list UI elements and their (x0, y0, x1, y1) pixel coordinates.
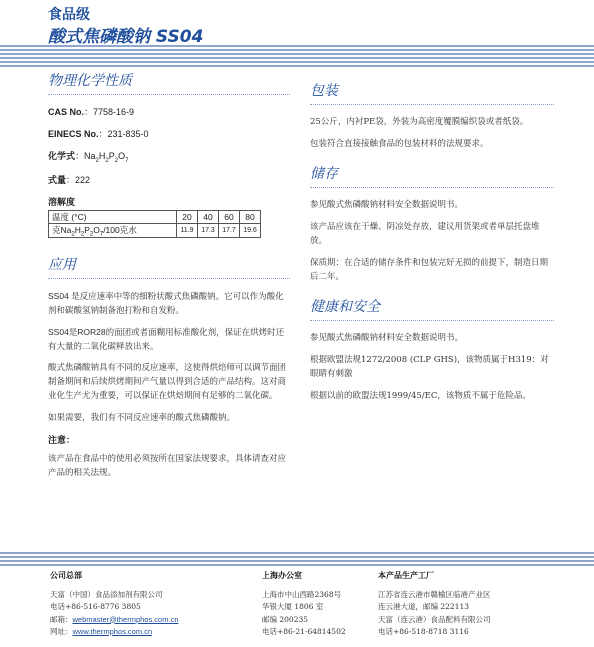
section-divider (48, 278, 290, 279)
section-divider (310, 320, 554, 321)
product-title: 酸式焦磷酸钠 SS04 (48, 27, 204, 47)
table-row (49, 223, 261, 238)
hq-line-1: 天富（中国）食品添加剂有限公司 (50, 589, 163, 599)
footer-factory (378, 570, 548, 639)
weight-row (48, 173, 290, 186)
storage-para-1: 参见酸式焦磷酸钠材料安全数据说明书。 (310, 200, 464, 210)
solubility-cell: 17.3 (198, 223, 219, 238)
application-para-4: 如果需要，我们有不同反应速率的酸式焦磷酸钠。 (48, 413, 236, 424)
cas-value: ：7758-16-9 (84, 107, 135, 117)
storage-para-3: 保质期：在合适的储存条件和包装完好无损的前提下，制造日期后二年。 (310, 258, 549, 282)
note-text: 该产品在食品中的使用必须按所在国家法规要求，具体请查对应产品的相关法规。 (48, 454, 287, 479)
solubility-title: 溶解度 (48, 196, 76, 207)
footer-rules (0, 552, 594, 566)
application-para-3: 酸式焦磷酸钠具有不同的反应速率，这使得烘焙师可以调节面团制备期间和后续烘烤期间产气量以得到合适的产品结构。这对商业化生产尤为重要，可以保证在烘焙期间有足够的二氧化碳。 (48, 363, 287, 402)
weight-value: ：222 (66, 174, 91, 185)
solubility-table (48, 210, 261, 239)
temp-label: 温度 (°C) (49, 210, 177, 223)
table-row (49, 210, 261, 223)
einecs-value: ：231-835-0 (98, 129, 149, 139)
solubility-title-row (48, 195, 290, 208)
formula-prefix: ：Na (75, 151, 96, 161)
einecs-row (48, 127, 290, 140)
safety-para-2: 根据欧盟法规1272/2008 (CLP GHS)，该物质属于H319：对眼睛有刺激 (310, 355, 549, 379)
temp-cell: 60 (219, 210, 240, 223)
header-rules (0, 45, 594, 67)
safety-para-1: 参见酸式焦磷酸钠材料安全数据说明书。 (310, 333, 464, 343)
hq-email-link[interactable]: webmaster@thermphos.com.cn (72, 614, 179, 624)
hq-email-label: 邮箱： (50, 614, 73, 624)
storage-title: 储存 (310, 166, 338, 182)
physchem-title: 物理化学性质 (48, 73, 132, 89)
section-divider (310, 104, 554, 105)
hq-line-2: 电话+86-516-8776 3805 (50, 602, 141, 611)
section-divider (310, 187, 554, 188)
right-column (310, 80, 554, 411)
hq-email-row (50, 614, 250, 627)
application-para-1: SS04 是反应速率中等的细粉状酸式焦磷酸钠。它可以作为酸化剂和碳酸氢钠制备泡打粉和自发粉。 (48, 291, 284, 316)
factory-line-2: 连云港大道，邮编 222113 (378, 602, 470, 611)
solubility-cell: 17.7 (219, 223, 240, 238)
temp-cell: 20 (177, 210, 198, 223)
hq-title: 公司总部 (50, 571, 82, 580)
formula-label: 化学式 (48, 151, 76, 161)
shanghai-line-3: 邮编 200235 (262, 614, 309, 624)
solubility-cell: 19.6 (240, 223, 261, 238)
factory-line-1: 江苏省连云港市赣榆区临港产业区 (378, 589, 491, 599)
solubility-label-suffix: /100克水 (103, 224, 137, 235)
shanghai-line-4: 电话+86-21-64814502 (262, 627, 346, 636)
storage-para-2: 该产品应该在干燥、阴凉处存放，建议用货架或者单层托盘堆放。 (310, 222, 540, 246)
factory-title: 本产品生产工厂 (378, 571, 434, 580)
hq-web-row (50, 626, 250, 639)
section-divider (48, 94, 290, 95)
packaging-title: 包装 (310, 83, 338, 99)
factory-line-3: 天富（连云港）食品配料有限公司 (378, 614, 491, 624)
packaging-para-1: 25公斤，内衬PE袋，外装为高密度覆膜编织袋或者纸袋。 (310, 117, 529, 127)
left-column (48, 70, 290, 488)
packaging-para-2: 包装符合直接接触食品的包装材料的法规要求。 (310, 139, 489, 149)
temp-cell: 80 (240, 210, 261, 223)
cas-row (48, 105, 290, 118)
footer-hq (50, 570, 250, 639)
hq-web-link[interactable]: www.thermphos.com.cn (72, 627, 153, 636)
temp-cell: 40 (198, 210, 219, 223)
solubility-label: 克$Na_2H_2P_2O_7/100$克水 (49, 223, 177, 238)
shanghai-title: 上海办公室 (262, 571, 302, 580)
note-title-row (48, 433, 290, 446)
application-title: 应用 (48, 257, 76, 274)
footer-shanghai (262, 570, 372, 639)
formula-row: 化学式：$Na_2H_2P_2O_7$ (48, 151, 129, 164)
safety-para-3: 根据以前的欧盟法规1999/45/EC，该物质不属于危险品。 (310, 391, 531, 401)
einecs-label: EINECS No. (48, 129, 99, 139)
hq-web-label: 网址： (50, 627, 73, 636)
page-header (0, 0, 594, 68)
shanghai-line-2: 华银大厦 1806 室 (262, 602, 324, 611)
factory-line-4: 电话+86-518-8718 3116 (378, 627, 469, 636)
product-category: 食品级 (48, 7, 90, 23)
note-title: 注意： (48, 435, 76, 446)
cas-label: CAS No. (48, 107, 84, 117)
safety-title: 健康和安全 (310, 299, 380, 315)
shanghai-line-1: 上海市中山西路2368号 (262, 589, 342, 599)
weight-label: 式量 (48, 174, 67, 185)
application-para-2: SS04是ROR28的面团或者面糊用标准酸化剂，保证在烘烤时还有大量的二氧化碳释放出来。 (48, 327, 285, 352)
solubility-cell: 11.9 (177, 223, 198, 238)
